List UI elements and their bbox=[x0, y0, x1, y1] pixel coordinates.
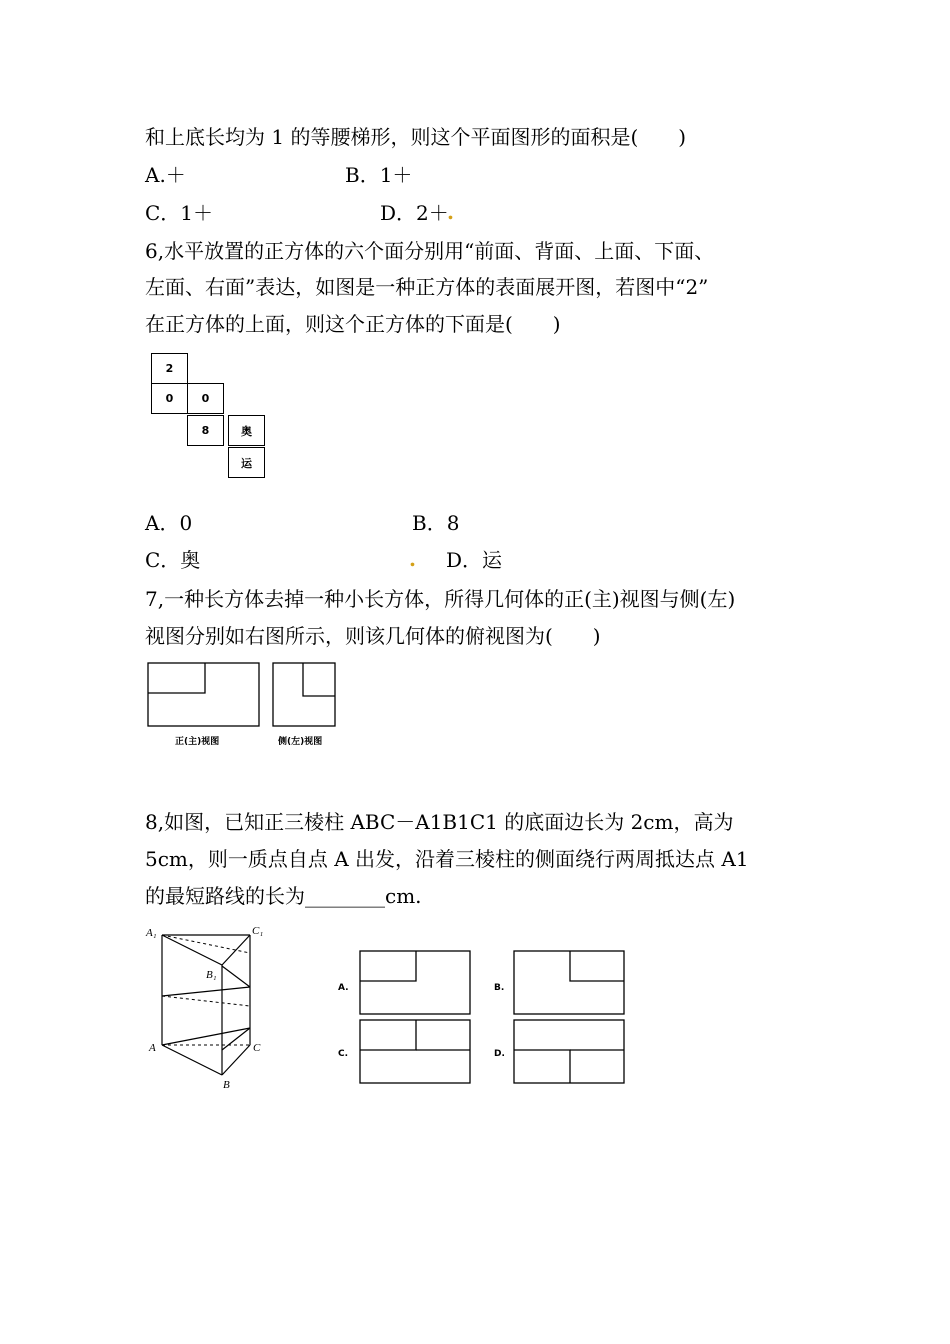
choice-label-c: C. bbox=[338, 1049, 349, 1059]
net-cell: 0 bbox=[187, 383, 224, 414]
q6-option-c: C．奥 bbox=[145, 548, 201, 572]
label-b1: B₁ bbox=[206, 969, 217, 981]
label-a: A bbox=[149, 1042, 156, 1054]
q5-option-c: C．1＋ bbox=[145, 201, 214, 225]
q8-stem-line-2: 5cm，则一质点自点 A 出发，沿着三棱柱的侧面绕行两周抵达点 A1 bbox=[145, 847, 749, 871]
q8-stem-line-3: 的最短路线的长为________cm. bbox=[145, 884, 422, 908]
front-view-label: 正(主)视图 bbox=[175, 737, 220, 747]
label-c1: C₁ bbox=[252, 925, 264, 937]
label-a1: A₁ bbox=[146, 927, 157, 939]
q8-stem-line-1: 8,如图，已知正三棱柱 ABC－A1B1C1 的底面边长为 2cm，高为 bbox=[145, 810, 734, 834]
q7-stem-line-2: 视图分别如右图所示，则该几何体的俯视图为( ) bbox=[145, 624, 601, 648]
q5-option-a: A.＋ bbox=[145, 163, 186, 187]
accent-dot: . bbox=[409, 547, 416, 571]
q6-option-a: A．0 bbox=[145, 511, 193, 535]
top-view-choices-figure bbox=[330, 945, 630, 1090]
q5-option-b: B．1＋ bbox=[345, 163, 413, 187]
q6-option-d: D．运 bbox=[446, 548, 503, 572]
accent-dot: . bbox=[447, 200, 454, 224]
choice-label-b: B. bbox=[494, 983, 505, 993]
q6-option-b: B．8 bbox=[412, 511, 460, 535]
net-cell: 8 bbox=[187, 415, 224, 446]
net-cell: 0 bbox=[151, 383, 188, 414]
prism-figure bbox=[140, 920, 280, 1095]
q7-stem-line-1: 7,一种长方体去掉一种小长方体，所得几何体的正(主)视图与侧(左) bbox=[145, 587, 736, 611]
cube-net-figure bbox=[150, 352, 270, 482]
q6-stem-line-1: 6,水平放置的正方体的六个面分别用“前面、背面、上面、下面、 bbox=[145, 239, 715, 263]
net-cell: 运 bbox=[228, 447, 265, 478]
q5-option-d: D．2＋ bbox=[380, 201, 449, 225]
label-c: C bbox=[253, 1042, 261, 1054]
label-b: B bbox=[223, 1079, 230, 1091]
q5-stem-tail: 和上底长均为 1 的等腰梯形，则这个平面图形的面积是( ) bbox=[145, 125, 687, 149]
side-view-label: 侧(左)视图 bbox=[278, 737, 323, 747]
choice-label-a: A. bbox=[338, 983, 349, 993]
choice-label-d: D. bbox=[494, 1049, 505, 1059]
net-cell: 奥 bbox=[228, 415, 265, 446]
q6-stem-line-3: 在正方体的上面，则这个正方体的下面是( ) bbox=[145, 312, 561, 336]
net-cell: 2 bbox=[151, 353, 188, 384]
q6-stem-line-2: 左面、右面”表达，如图是一种正方体的表面展开图，若图中“2” bbox=[145, 275, 709, 299]
side-view-figure bbox=[270, 660, 350, 752]
